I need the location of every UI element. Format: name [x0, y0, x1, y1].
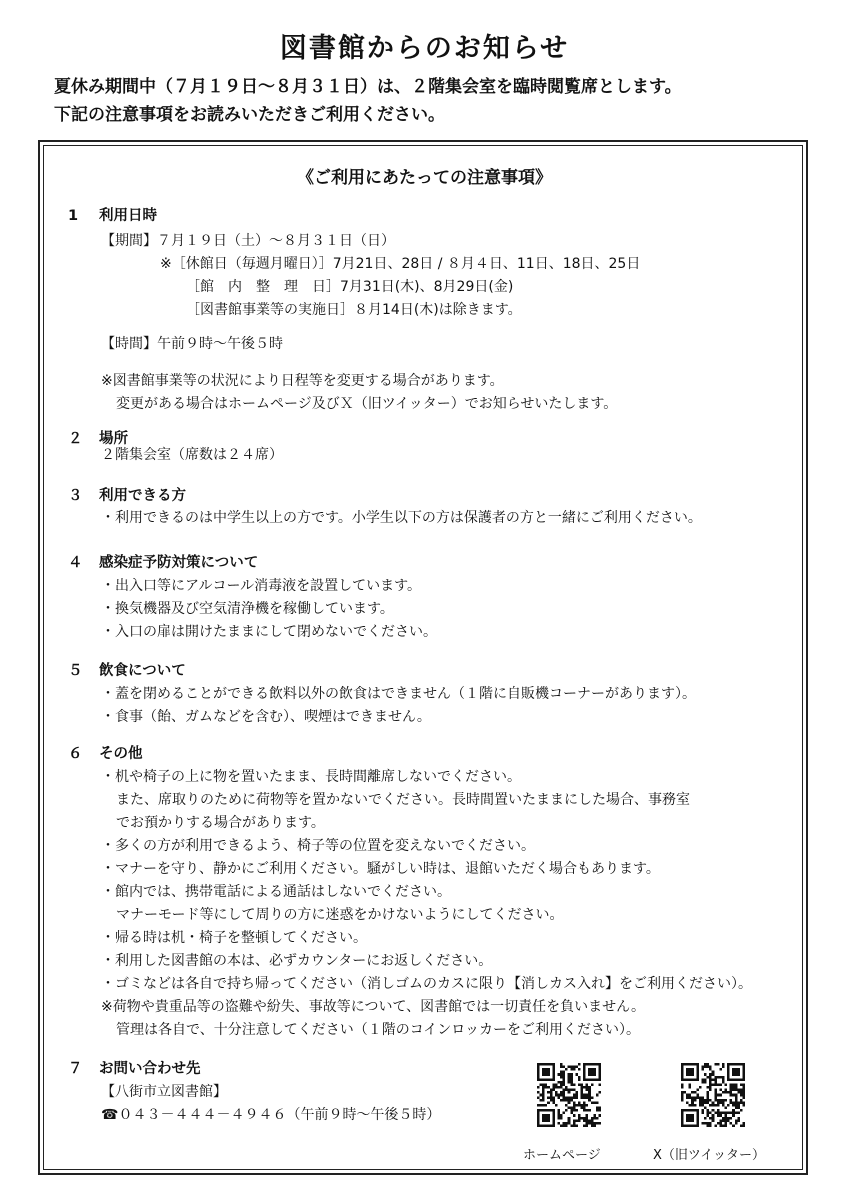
notice-frame-inner [43, 145, 803, 1170]
closed-days-text: ※［休館日（毎週月曜日）］7月21日、28日 / ８月４日、11日、18日、25日 [160, 256, 641, 272]
qr-code-icon[interactable] [537, 1063, 601, 1127]
phone-number: ☎０４３－４４４－４９４６（午前９時～午後５時） [101, 1107, 441, 1123]
x-qr-label: X（旧ツイッター） [653, 1148, 765, 1163]
section-number: ２ [68, 431, 83, 447]
list-item: ・入口の扉は開けたままにして閉めないでください。 [101, 624, 437, 640]
section-heading: その他 [99, 746, 143, 762]
section-number: ５ [68, 663, 83, 679]
eligibility-text: ・利用できるのは中学生以上の方です。小学生以下の方は保護者の方と一緒にご利用ください。 [101, 510, 702, 526]
location-text: ２階集会室（席数は２４席） [101, 447, 283, 463]
section-number: ４ [68, 555, 83, 571]
section-heading: 利用日時 [99, 208, 157, 224]
period-text: 【期間】７月１９日（土）～８月３１日（日） [101, 233, 395, 249]
list-item: また、席取りのために荷物等を置かないでください。長時間置いたままにした場合、事務室 [116, 792, 690, 808]
section-number: ３ [68, 488, 83, 504]
hours-text: 【時間】午前９時～午後５時 [101, 336, 283, 352]
section-heading: 飲食について [99, 663, 186, 679]
list-item: ※荷物や貴重品等の盗難や紛失、事故等について、図書館では一切責任を負いません。 [101, 999, 646, 1015]
section-heading: 場所 [99, 431, 128, 447]
list-item: ・換気機器及び空気清浄機を稼働しています。 [101, 601, 394, 617]
list-item: ・食事（飴、ガムなどを含む）、喫煙はできません。 [101, 709, 431, 725]
maintenance-days-text: ［館 内 整 理 日］7月31日(木)、8月29日(金) [186, 279, 514, 295]
intro-line-1: 夏休み期間中（７月１９日～８月３１日）は、２階集会室を臨時閲覧席とします。 [54, 77, 682, 97]
list-item: ・帰る時は机・椅子を整頓してください。 [101, 930, 367, 946]
page-title: 図書館からのお知らせ [279, 33, 570, 64]
homepage-qr-label: ホームページ [523, 1148, 601, 1163]
list-item: ・利用した図書館の本は、必ずカウンターにお返しください。 [101, 953, 493, 969]
list-item: ・机や椅子の上に物を置いたまま、長時間離席しないでください。 [101, 769, 521, 785]
notice-heading: 《ご利用にあたっての注意事項》 [297, 168, 552, 188]
list-item: ・出入口等にアルコール消毒液を設置しています。 [101, 578, 422, 594]
schedule-note-2: 変更がある場合はホームページ及びＸ（旧ツイッター）でお知らせいたします。 [116, 396, 618, 412]
schedule-note-1: ※図書館事業等の状況により日程等を変更する場合があります。 [101, 373, 504, 389]
section-number: ６ [68, 746, 83, 762]
list-item: ・多くの方が利用できるよう、椅子等の位置を変えないでください。 [101, 838, 535, 854]
intro-line-2: 下記の注意事項をお読みいただきご利用ください。 [54, 105, 445, 125]
list-item: でお預かりする場合があります。 [116, 815, 325, 831]
section-number: 1 [68, 208, 79, 224]
list-item: ・蓋を閉めることができる飲料以外の飲食はできません（１階に自販機コーナーがあります）。 [101, 686, 696, 702]
list-item: ・マナーを守り、静かにご利用ください。騒がしい時は、退館いただく場合もあります。 [101, 861, 660, 877]
event-days-text: ［図書館事業等の実施日］８月14日(木)は除きます。 [186, 302, 522, 318]
list-item: ・館内では、携帯電話による通話はしないでください。 [101, 884, 451, 900]
list-item: マナーモード等にして周りの方に迷惑をかけないようにしてください。 [116, 907, 564, 923]
qr-code-icon[interactable] [681, 1063, 745, 1127]
list-item: 管理は各自で、十分注意してください（１階のコインロッカーをご利用ください）。 [116, 1022, 641, 1038]
section-heading: 利用できる方 [99, 488, 186, 504]
list-item: ・ゴミなどは各自で持ち帰ってください（消しゴムのカスに限り【消しカス入れ】をご利用ください）。 [101, 976, 752, 992]
library-name: 【八街市立図書館】 [101, 1084, 227, 1100]
section-number: ７ [68, 1061, 83, 1077]
section-heading: 感染症予防対策について [99, 555, 259, 571]
section-heading: お問い合わせ先 [99, 1061, 201, 1077]
